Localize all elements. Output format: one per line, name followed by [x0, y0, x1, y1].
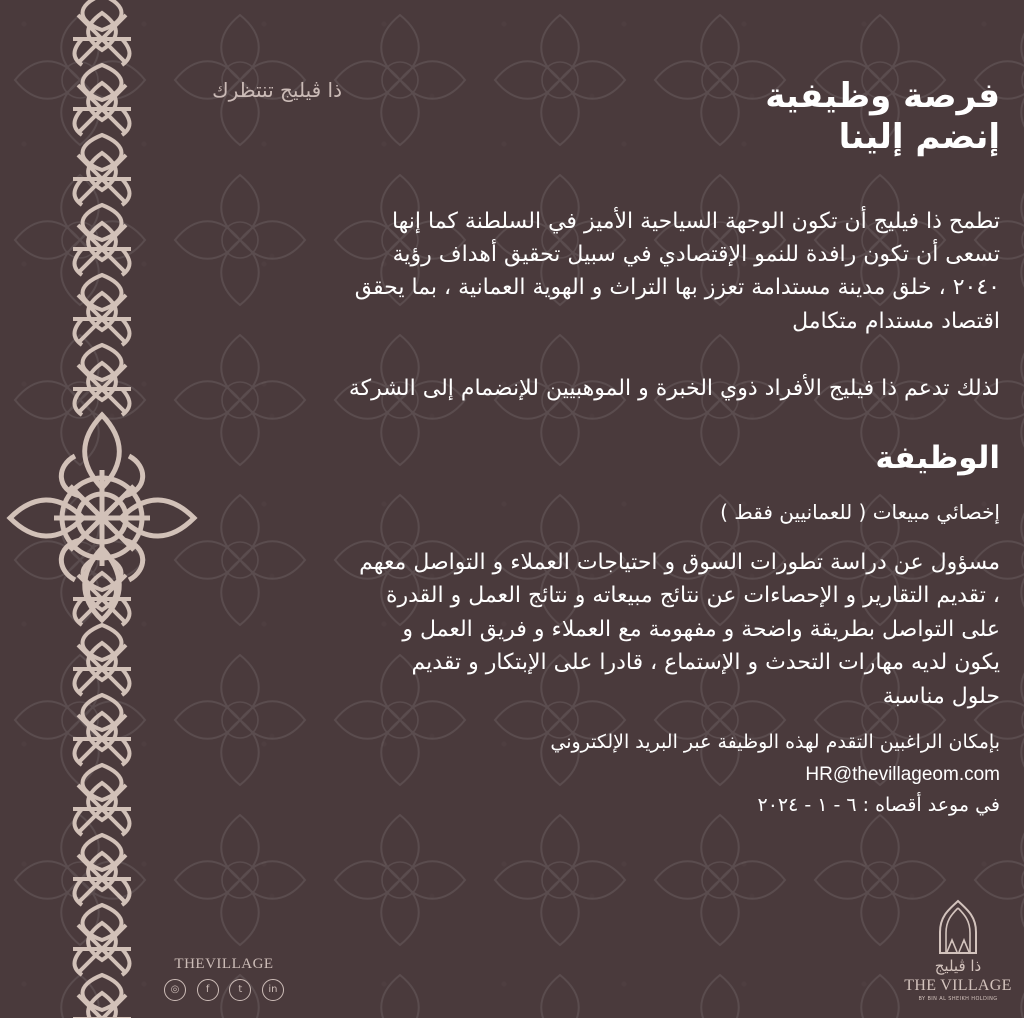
job-section-title: الوظيفة [875, 439, 1000, 476]
footer-brand-left [164, 956, 284, 1001]
social-icons [164, 979, 284, 1001]
job-desc-line-4: يكون لديه مهارات التحدث و الإستماع ، قادرا على الإبتكار و تقديم [411, 650, 1000, 676]
linkedin-icon[interactable]: in [262, 979, 284, 1001]
deadline-text: في موعد أقصاه : ٦ - ١ - ٢٠٢٤ [757, 794, 1000, 817]
spacer [225, 338, 1000, 372]
instagram-icon[interactable]: ◎ [164, 979, 186, 1001]
village-logo-icon [930, 898, 986, 956]
logo-holding-text: BY BIN AL SHEIKH HOLDING [918, 995, 998, 1002]
footer-logo [904, 898, 1012, 1002]
footer-brand-name: THEVILLAGE [174, 956, 274, 972]
logo-english-name: THE VILLAGE [904, 976, 1012, 994]
headline-line-1: فرصة وظيفية [765, 76, 1000, 116]
invite-text: لذلك تدعم ذا فيليج الأفراد ذوي الخبرة و الموهبيين للإنضمام إلى الشركة [348, 376, 1000, 402]
headline [225, 76, 1000, 158]
job-desc-line-3: على التواصل بطريقة واضحة و مفهومة مع العملاء و فريق العمل و [402, 616, 1000, 642]
logo-arabic-name: ذا ڤيليج [934, 957, 982, 975]
intro-line-1: تطمح ذا فيليج أن تكون الوجهة السياحية الأميز في السلطنة كما إنها [391, 208, 1000, 234]
spacer [225, 158, 1000, 205]
intro-line-2: تسعى أن تكون رافدة للنمو الإقتصادي في سبيل تحقيق أهداف رؤية [392, 242, 1000, 268]
job-desc-line-1: مسؤول عن دراسة تطورات السوق و احتياجات العملاء و التواصل معهم [359, 549, 1000, 575]
headline-line-2: إنضم إلينا [838, 116, 1000, 157]
job-description [225, 546, 1000, 713]
tagline: ذا ڤيليج تنتظرك [212, 78, 342, 102]
intro-line-4: اقتصاد مستدام متكامل [792, 308, 1000, 334]
job-desc-line-5: حلول مناسبة [882, 683, 1000, 709]
facebook-icon[interactable]: f [197, 979, 219, 1001]
apply-text: بإمكان الراغبين التقدم لهذه الوظيفة عبر البريد الإلكتروني [550, 731, 1000, 754]
spacer [225, 406, 1000, 440]
job-title: إخصائي مبيعات ( للعمانيين فقط ) [720, 499, 1000, 524]
intro-paragraph [225, 205, 1000, 339]
job-desc-line-2: ، تقديم التقارير و الإحصاءات عن نتائج مبيعاته و نتائج العمل و القدرة [385, 583, 1000, 609]
intro-line-3: ٢٠٤٠ ، خلق مدينة مستدامة تعزز بها التراث و الهوية العمانية ، بما يحقق [354, 275, 1000, 301]
email-link[interactable]: HR@thevillageom.com [805, 764, 1000, 786]
twitter-icon[interactable]: t [229, 979, 251, 1001]
main-content [225, 70, 1000, 816]
